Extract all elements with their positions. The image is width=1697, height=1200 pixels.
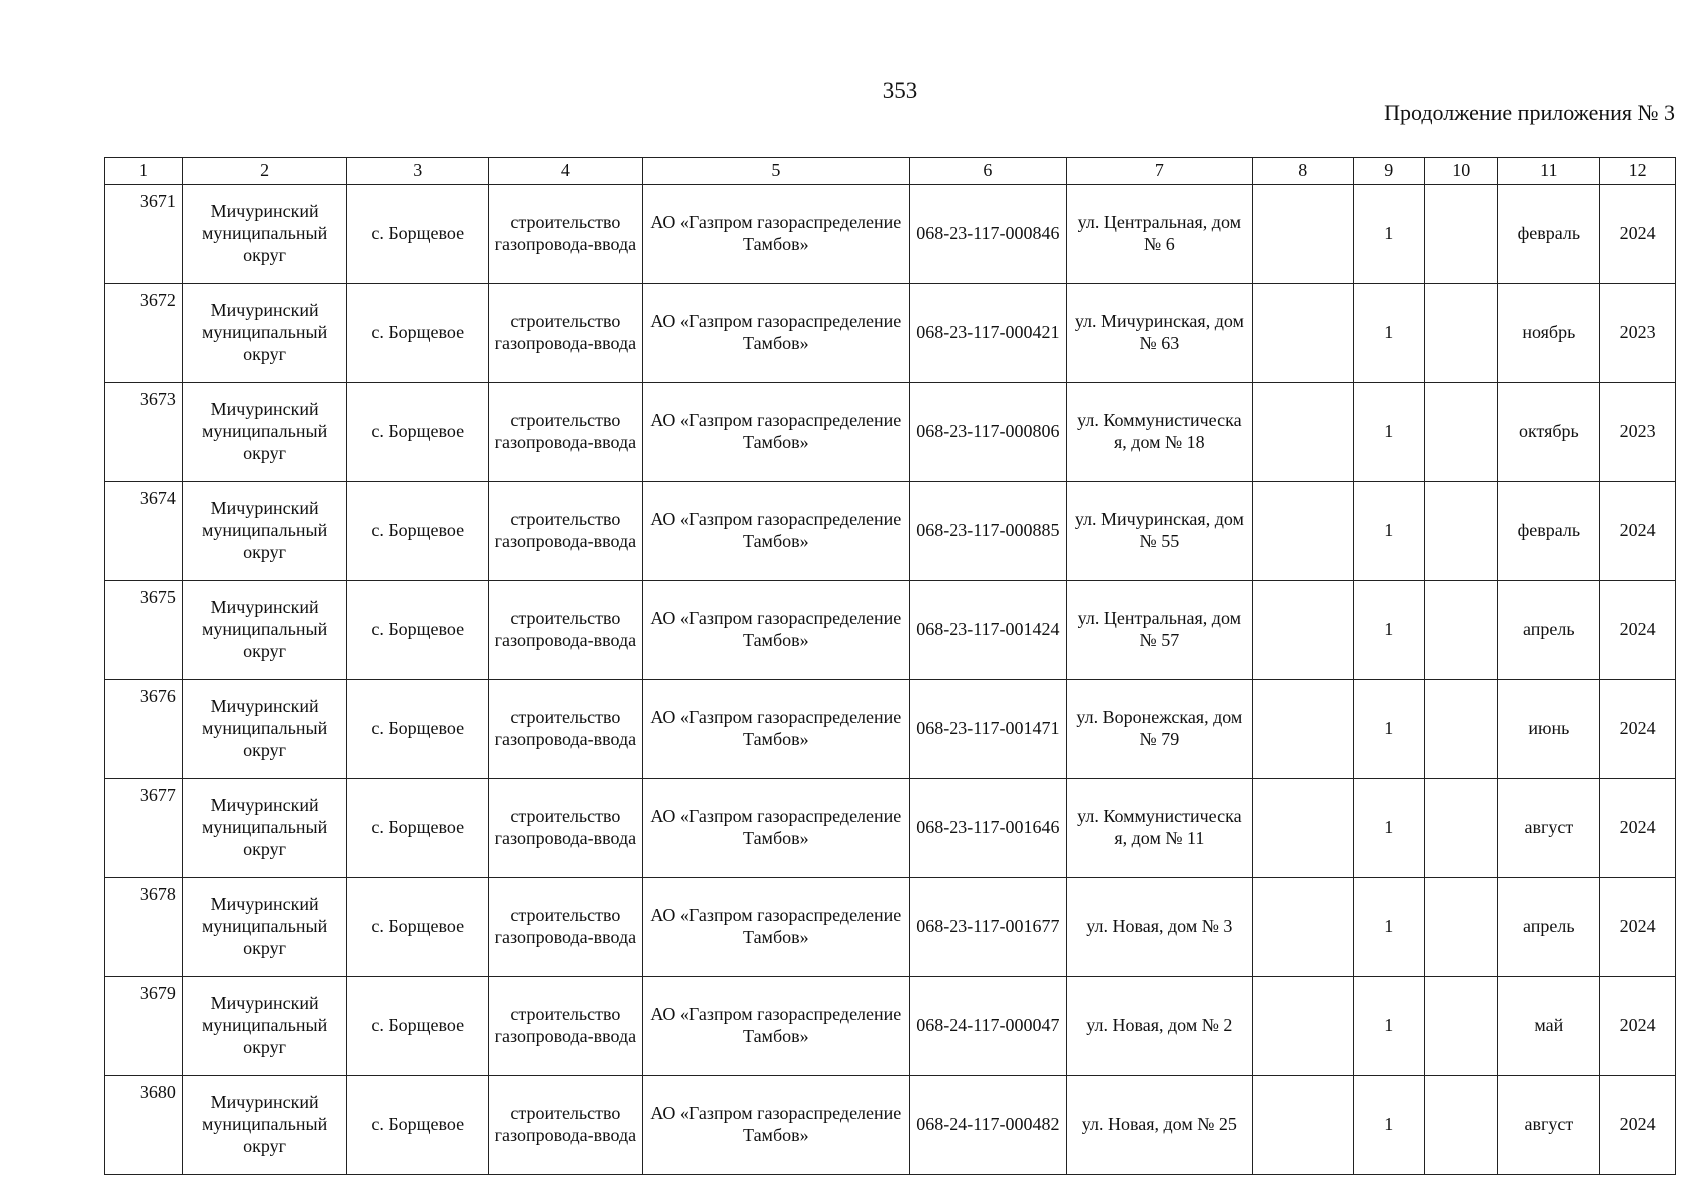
work-type-cell: строительство газопровода-ввода [489,878,643,977]
table-row [105,878,1676,977]
registry-code-cell: 068-23-117-000846 [909,185,1066,284]
locality-cell: с. Борщевое [347,680,489,779]
organization-cell: АО «Газпром газораспределение Тамбов» [642,383,909,482]
column-header: 10 [1424,158,1498,185]
work-type-cell: строительство газопровода-ввода [489,284,643,383]
column-10-cell [1424,482,1498,581]
district-cell: Мичуринский муниципальный округ [182,185,346,284]
table-row [105,482,1676,581]
locality-cell: с. Борщевое [347,482,489,581]
table-row [105,1076,1676,1175]
organization-cell: АО «Газпром газораспределение Тамбов» [642,1076,909,1175]
organization-cell: АО «Газпром газораспределение Тамбов» [642,680,909,779]
row-number-cell: 3674 [105,482,183,581]
month-cell: август [1498,779,1600,878]
row-number-cell: 3680 [105,1076,183,1175]
column-number-row [105,158,1676,185]
year-cell: 2023 [1600,383,1676,482]
address-cell: ул. Мичуринская, дом № 63 [1066,284,1252,383]
district-cell: Мичуринский муниципальный округ [182,878,346,977]
column-header: 9 [1353,158,1424,185]
column-header: 4 [489,158,643,185]
quantity-cell: 1 [1353,284,1424,383]
district-cell: Мичуринский муниципальный округ [182,284,346,383]
column-header: 7 [1066,158,1252,185]
registry-code-cell: 068-23-117-001646 [909,779,1066,878]
quantity-cell: 1 [1353,1076,1424,1175]
month-cell: август [1498,1076,1600,1175]
column-10-cell [1424,878,1498,977]
table-row [105,383,1676,482]
address-cell: ул. Воронежская, дом № 79 [1066,680,1252,779]
district-cell: Мичуринский муниципальный округ [182,1076,346,1175]
district-cell: Мичуринский муниципальный округ [182,482,346,581]
address-cell: ул. Коммунистическа я, дом № 18 [1066,383,1252,482]
year-cell: 2024 [1600,680,1676,779]
address-cell: ул. Коммунистическа я, дом № 11 [1066,779,1252,878]
organization-cell: АО «Газпром газораспределение Тамбов» [642,878,909,977]
month-cell: ноябрь [1498,284,1600,383]
year-cell: 2024 [1600,185,1676,284]
table-body [105,185,1676,1175]
page-number: 353 [882,78,918,103]
address-cell: ул. Мичуринская, дом № 55 [1066,482,1252,581]
organization-cell: АО «Газпром газораспределение Тамбов» [642,581,909,680]
column-header: 8 [1252,158,1353,185]
month-cell: февраль [1498,482,1600,581]
quantity-cell: 1 [1353,878,1424,977]
locality-cell: с. Борщевое [347,581,489,680]
column-10-cell [1424,284,1498,383]
registry-table [104,157,1676,1175]
locality-cell: с. Борщевое [347,878,489,977]
column-header: 2 [182,158,346,185]
registry-code-cell: 068-23-117-001424 [909,581,1066,680]
column-10-cell [1424,1076,1498,1175]
work-type-cell: строительство газопровода-ввода [489,482,643,581]
year-cell: 2024 [1600,977,1676,1076]
month-cell: октябрь [1498,383,1600,482]
quantity-cell: 1 [1353,482,1424,581]
year-cell: 2024 [1600,878,1676,977]
year-cell: 2024 [1600,482,1676,581]
organization-cell: АО «Газпром газораспределение Тамбов» [642,284,909,383]
column-8-cell [1252,878,1353,977]
table-row [105,779,1676,878]
column-8-cell [1252,1076,1353,1175]
column-header: 11 [1498,158,1600,185]
quantity-cell: 1 [1353,680,1424,779]
column-8-cell [1252,482,1353,581]
column-8-cell [1252,779,1353,878]
organization-cell: АО «Газпром газораспределение Тамбов» [642,779,909,878]
year-cell: 2024 [1600,581,1676,680]
column-header: 1 [105,158,183,185]
work-type-cell: строительство газопровода-ввода [489,1076,643,1175]
column-10-cell [1424,383,1498,482]
work-type-cell: строительство газопровода-ввода [489,779,643,878]
appendix-caption: Продолжение приложения № 3 [1384,100,1675,125]
locality-cell: с. Борщевое [347,185,489,284]
column-10-cell [1424,185,1498,284]
district-cell: Мичуринский муниципальный округ [182,383,346,482]
column-header: 5 [642,158,909,185]
address-cell: ул. Центральная, дом № 6 [1066,185,1252,284]
month-cell: февраль [1498,185,1600,284]
column-8-cell [1252,383,1353,482]
quantity-cell: 1 [1353,779,1424,878]
organization-cell: АО «Газпром газораспределение Тамбов» [642,482,909,581]
table-row [105,185,1676,284]
quantity-cell: 1 [1353,581,1424,680]
locality-cell: с. Борщевое [347,779,489,878]
organization-cell: АО «Газпром газораспределение Тамбов» [642,977,909,1076]
locality-cell: с. Борщевое [347,977,489,1076]
table-row [105,680,1676,779]
year-cell: 2024 [1600,779,1676,878]
row-number-cell: 3671 [105,185,183,284]
column-header: 6 [909,158,1066,185]
year-cell: 2024 [1600,1076,1676,1175]
month-cell: апрель [1498,878,1600,977]
column-10-cell [1424,779,1498,878]
registry-code-cell: 068-23-117-000806 [909,383,1066,482]
row-number-cell: 3672 [105,284,183,383]
column-10-cell [1424,581,1498,680]
address-cell: ул. Новая, дом № 25 [1066,1076,1252,1175]
column-10-cell [1424,977,1498,1076]
column-8-cell [1252,581,1353,680]
table-row [105,977,1676,1076]
month-cell: апрель [1498,581,1600,680]
registry-code-cell: 068-24-117-000047 [909,977,1066,1076]
column-8-cell [1252,284,1353,383]
column-8-cell [1252,185,1353,284]
quantity-cell: 1 [1353,977,1424,1076]
work-type-cell: строительство газопровода-ввода [489,977,643,1076]
locality-cell: с. Борщевое [347,1076,489,1175]
column-8-cell [1252,680,1353,779]
district-cell: Мичуринский муниципальный округ [182,680,346,779]
address-cell: ул. Центральная, дом № 57 [1066,581,1252,680]
work-type-cell: строительство газопровода-ввода [489,680,643,779]
registry-code-cell: 068-23-117-001677 [909,878,1066,977]
quantity-cell: 1 [1353,383,1424,482]
column-10-cell [1424,680,1498,779]
work-type-cell: строительство газопровода-ввода [489,185,643,284]
table-row [105,581,1676,680]
district-cell: Мичуринский муниципальный округ [182,977,346,1076]
district-cell: Мичуринский муниципальный округ [182,581,346,680]
month-cell: июнь [1498,680,1600,779]
row-number-cell: 3673 [105,383,183,482]
registry-code-cell: 068-23-117-000421 [909,284,1066,383]
registry-code-cell: 068-24-117-000482 [909,1076,1066,1175]
month-cell: май [1498,977,1600,1076]
table-row [105,284,1676,383]
registry-code-cell: 068-23-117-000885 [909,482,1066,581]
locality-cell: с. Борщевое [347,284,489,383]
row-number-cell: 3678 [105,878,183,977]
row-number-cell: 3679 [105,977,183,1076]
row-number-cell: 3676 [105,680,183,779]
column-8-cell [1252,977,1353,1076]
quantity-cell: 1 [1353,185,1424,284]
work-type-cell: строительство газопровода-ввода [489,581,643,680]
column-header: 3 [347,158,489,185]
organization-cell: АО «Газпром газораспределение Тамбов» [642,185,909,284]
registry-code-cell: 068-23-117-001471 [909,680,1066,779]
work-type-cell: строительство газопровода-ввода [489,383,643,482]
address-cell: ул. Новая, дом № 3 [1066,878,1252,977]
address-cell: ул. Новая, дом № 2 [1066,977,1252,1076]
row-number-cell: 3675 [105,581,183,680]
column-header: 12 [1600,158,1676,185]
table-header [105,158,1676,185]
locality-cell: с. Борщевое [347,383,489,482]
district-cell: Мичуринский муниципальный округ [182,779,346,878]
row-number-cell: 3677 [105,779,183,878]
year-cell: 2023 [1600,284,1676,383]
